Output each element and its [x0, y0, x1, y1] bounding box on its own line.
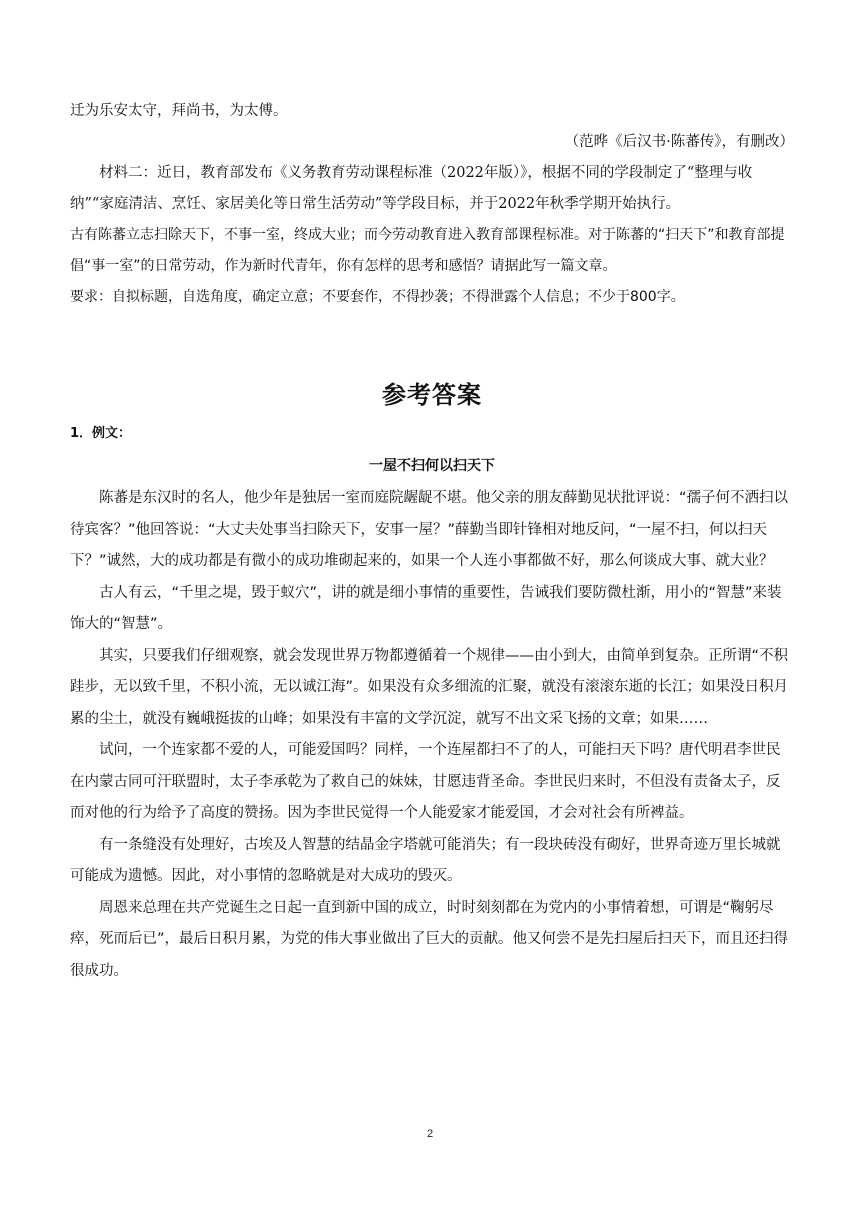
- essay-title: 一屋不扫何以扫天下: [369, 458, 495, 474]
- essay-paragraph: 其实，只要我们仔细观察，就会发现世界万物都遵循着一个规律——由小到大，由简单到复杂。正所谓“不积跬步，无以致千里，不积小流，无以诚江海”。如果没有众多细流的汇聚，就没有滚滚东逝的长江；如果没日积月累的尘土，就没有巍峨挺拔的山峰；如果没有丰富的文学沉淀，就写不出文采飞扬的文章；如果……: [70, 647, 789, 727]
- page-number: 2: [426, 1128, 434, 1140]
- page-content: [70, 96, 794, 987]
- material-text-line: 迁为乐安太守，拜尚书，为太傅。: [70, 103, 288, 119]
- essay-paragraph: 陈蕃是东汉时的名人，他少年是独居一室而庭院龌龊不堪。他父亲的朋友薛勤见状批评说：“孺子何不洒扫以待宾客？”他回答说：“大丈夫处事当扫除天下，安事一屋？”薛勤当即针锋相对地反问，“一屋不扫，何以扫天下？”诚然，大的成功都是有微小的成功堆砌起来的，如果一个人连小事都做不好，那么何谈成大事、就大业？: [70, 490, 789, 569]
- essay-paragraph: 周恩来总理在共产党诞生之日起一直到新中国的成立，时时刻刻都在为党内的小事情着想，可谓是“鞠躬尽瘁，死而后已”，最后日积月累，为党的伟大事业做出了巨大的贡献。他又何尝不是先扫屋后扫天下，而且还扫得很成功。: [70, 899, 789, 979]
- essay-requirements: 要求：自拟标题，自选角度，确定立意；不要套作，不得抄袭；不得泄露个人信息；不少于800字。: [70, 289, 685, 305]
- question-label: 1．例文：: [70, 426, 132, 441]
- essay-prompt: 古有陈蕃立志扫除天下，不事一室，终成大业；而今劳动教育进入教育部课程标准。对于陈蕃的“扫天下”和教育部提倡“事一室”的日常劳动，作为新时代青年，你有怎样的思考和感悟？请据此写一篇文章。: [70, 227, 785, 274]
- essay-paragraph: 试问，一个连家都不爱的人，可能爱国吗？同样，一个连屋都扫不了的人，可能扫天下吗？唐代明君李世民在内蒙古同可汗联盟时，太子李承乾为了救自己的妹妹，甘愿违背圣命。李世民归来时，不但没有责备太子，反而对他的行为给予了高度的赞扬。因为李世民觉得一个人能爱家才能爱国，才会对社会有所裨益。: [70, 742, 781, 821]
- essay-paragraph: 有一条缝没有处理好，古埃及人智慧的结晶金字塔就可能消失；有一段块砖没有砌好，世界奇迹万里长城就可能成为遗憾。因此，对小事情的忽略就是对大成功的毁灭。: [70, 836, 781, 884]
- material-two-paragraph: 材料二：近日，教育部发布《义务教育劳动课程标准（2022年版）》，根据不同的学段制定了“整理与收纳”“家庭清洁、烹饪、家居美化等日常生活劳动”等学段目标，并于2022年秋季学期开始执行。: [70, 165, 753, 212]
- answers-heading: 参考答案: [382, 381, 482, 409]
- essay-body: [70, 483, 794, 987]
- essay-paragraph: 古人有云，“千里之堤，毁于蚁穴”，讲的就是细小事情的重要性，告诫我们要防微杜渐，用小的“智慧”来装饰大的“智慧”。: [70, 584, 782, 632]
- material-source-citation: （范晔《后汉书·陈蕃传》，有删改）: [564, 134, 794, 150]
